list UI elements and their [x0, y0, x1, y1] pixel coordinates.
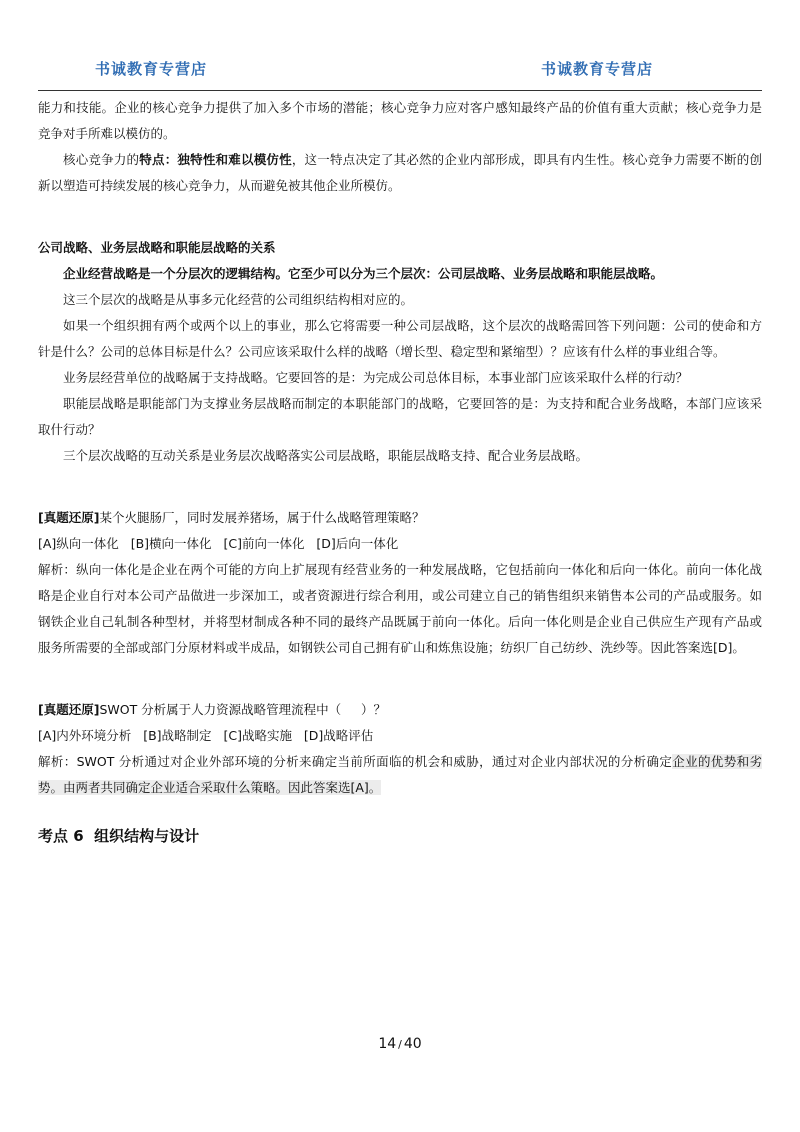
spacer [38, 687, 762, 697]
paragraph-strategy-org-structure: 这三个层次的战略是从事多元化经营的公司组织结构相对应的。 [63, 292, 414, 307]
spacer [38, 225, 762, 235]
paragraph-core-competence-continued: 能力和技能。企业的核心竞争力提供了加入多个市场的潜能；核心竞争力应对客户感知最终产品的价值有重大贡献；核心竞争力是竞争对手所难以模仿的。 [38, 100, 762, 141]
paragraph-business-strategy: 业务层经营单位的战略属于支持战略。它要回答的是：为完成公司总体目标，本事业部门应该采取什么样的行动？ [63, 370, 689, 385]
spacer [38, 661, 762, 687]
paragraph-strategy-interaction: 三个层次战略的互动关系是业务层次战略落实公司层战略，职能层战略支持、配合业务层战略。 [63, 448, 589, 463]
features-rest-text: ，这一特点决定了其必然的企业内部形成，即具有内生性。核心竞争力需要不断的创新以塑造可持续发展的核心竞争力，从而避免被其他企业所模仿。 [38, 152, 762, 193]
paragraph-strategy-levels-bold: 企业经营战略是一个分层次的逻辑结构。它至少可以分为三个层次：公司层战略、业务层战略和职能层战略。 [63, 266, 664, 281]
spacer [38, 801, 762, 811]
section-heading-strategy-levels: 公司战略、业务层战略和职能层战略的关系 [38, 240, 276, 255]
section-title-org-structure: 考点 6 组织结构与设计 [38, 827, 200, 845]
question-2-text: SWOT 分析属于人力资源战略管理流程中（ ）？ [99, 702, 387, 717]
page-number [0, 1036, 800, 1052]
paragraph-corporate-strategy: 如果一个组织拥有两个或两个以上的事业，那么它将需要一种公司层战略，这个层次的战略需回答下列问题：公司的使命和方针是什么？公司的总体目标是什么？公司应该采取什么样的战略（增长型、稳定型和紧缩型）？应该有什么样的事业组合等。 [38, 318, 762, 359]
header-divider [38, 90, 762, 91]
current-page-number: 14 [378, 1036, 397, 1052]
spacer [38, 469, 762, 495]
question-2-analysis-text: 解析：SWOT 分析通过对企业外部环境的分析来确定当前所面临的机会和威胁，通过对企业内部状况的分析确定 [38, 754, 673, 769]
header-store-name-left: 书诚教育专营店 [95, 60, 208, 78]
question-1 [38, 505, 762, 531]
paragraph-core-competence-features [38, 147, 762, 199]
spacer [38, 495, 762, 505]
question-1-analysis: 解析：纵向一体化是企业在两个可能的方向上扩展现有经营业务的一种发展战略，它包括前向一体化和后向一体化。前向一体化战略是企业自行对本公司产品做进一步深加工，或者资源进行综合利用，或公司建立自己的销售组织来销售本公司的产品或服务。如钢铁企业自己轧制各种型材，并将型材制成各种不同的最终产品既属于前向一体化。后向一体化则是企业自己供应生产现有产品或服务所需要的全部或部门分原材料或半成品，如钢铁公司自己拥有矿山和炼焦设施；纺织厂自己纺纱、洗纱等。因此答案选[D]。 [38, 562, 762, 655]
paragraph-functional-strategy: 职能层战略是职能部门为支撑业务层战略而制定的本职能部门的战略，它要回答的是：为支持和配合业务战略，本部门应该采取什行动？ [38, 396, 762, 437]
question-2-analysis [38, 749, 762, 801]
question-2-tag: [真题还原] [38, 702, 100, 717]
question-1-text: 某个火腿肠厂，同时发展养猪场，属于什么战略管理策略？ [99, 510, 425, 525]
question-1-tag: [真题还原] [38, 510, 100, 525]
spacer [38, 199, 762, 225]
features-bold-text: 特点：独特性和难以模仿性 [139, 152, 292, 167]
question-2 [38, 697, 762, 723]
question-2-options: [A]内外环境分析 [B]战略制定 [C]战略实施 [D]战略评估 [38, 728, 374, 743]
features-lead-text: 核心竞争力的 [63, 152, 140, 167]
spacer [38, 811, 762, 821]
total-page-count: 40 [403, 1036, 422, 1052]
question-2-analysis-highlighted: 企业的优势和劣势。由两者共同确定企业适合采取什么策略。因此答案选[A]。 [38, 754, 762, 795]
page-separator: / [398, 1038, 402, 1051]
question-1-options: [A]纵向一体化 [B]横向一体化 [C]前向一体化 [D]后向一体化 [38, 536, 399, 551]
page-content [38, 95, 762, 851]
header-store-name-right: 书诚教育专营店 [541, 60, 654, 78]
